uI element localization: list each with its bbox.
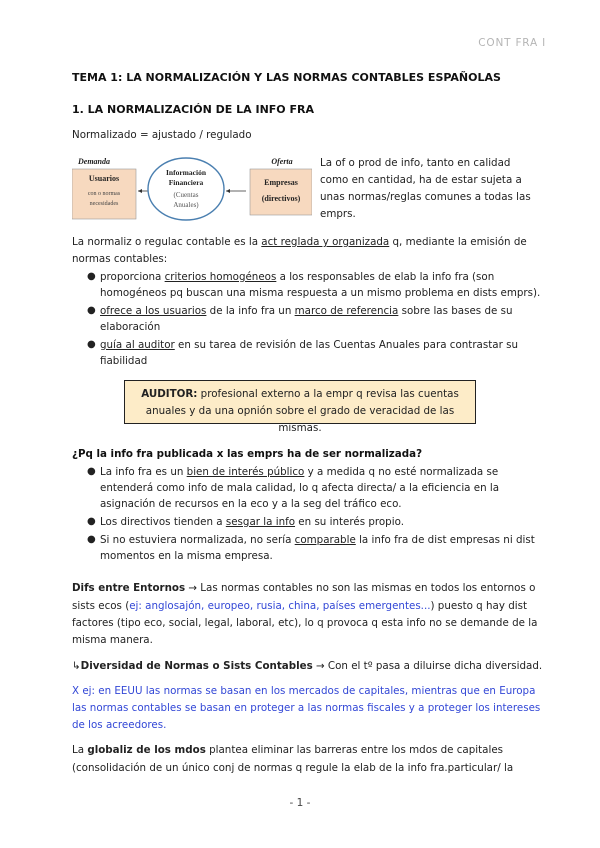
bullet-dot-icon: ● (87, 271, 96, 282)
page-number: - 1 - (289, 797, 311, 809)
header-course-label: CONT FRA I (478, 37, 546, 49)
normaliz-post: q, mediante la emisión de (389, 236, 527, 248)
difs-line1: Difs entre Entornos → Las normas contables no son las mismas en todos los entornos o (72, 582, 536, 594)
auditor-callout (124, 380, 476, 434)
normaliz-line1 (72, 234, 527, 250)
side-paragraph: La of o prod de info, tanto en calidad como en cantidad, ha de estar sujeta a unas normas/reglas comunes a todas las emprs. (320, 157, 531, 220)
diagram-usuarios-sub1: con o normas (87, 191, 121, 197)
bullet-dot-icon: ● (87, 466, 96, 477)
normaliz-line2: normas contables: (72, 253, 168, 265)
bullet-dot-icon: ● (87, 534, 96, 545)
difs-line4: misma manera. (72, 634, 153, 646)
diagram-svg (72, 155, 312, 223)
diagram-info-line1: Información (166, 168, 206, 177)
difs-line3: factores (tipo eco, social, legal, laboral, etc), lo q provoca q esta info no se demande de la (72, 617, 538, 629)
diagram-usuarios-sub2: necesidades (89, 201, 119, 207)
normaliz-underlined: act reglada y organizada (261, 236, 390, 248)
diversidad-bold: Diversidad de Normas o Sists Contables (80, 660, 313, 672)
diversidad-line: ↳Diversidad de Normas o Sists Contables → Con el tº pasa a diluirse dicha diversidad. (72, 660, 543, 672)
supply-demand-diagram (72, 155, 312, 223)
diagram-demanda-label: Demanda (78, 157, 110, 166)
example-line3: de los acreedores. (72, 719, 167, 731)
page-title: TEMA 1: LA NORMALIZACIÓN Y LAS NORMAS CONTABLES ESPAÑOLAS (72, 71, 501, 84)
diagram-info-line2: Financiera (168, 178, 204, 187)
list-item: ● Los directivos tienden a sesgar la info en su interés propio. (87, 516, 404, 528)
list-item: ● La info fra es un bien de interés público y a medida q no esté normalizada se entenderá como info de mala calidad, lo q afecta directa/ a la eficiencia en la asignación de recursos en la eco y a la seg del tráfico eco. (87, 466, 500, 510)
list-item: ● Si no estuviera normalizada, no sería comparable la info fra de dist empresas ni dist momentos en la misma empresa. (87, 534, 535, 562)
normalizado-definition: Normalizado = ajustado / regulado (72, 129, 252, 141)
diagram-oferta-label: Oferta (271, 157, 293, 166)
globaliz-line2: (consolidación de un único conj de normas q regule la elab de la info fra.particular/ la (72, 762, 514, 774)
diagram-directivos-label: (directivos) (261, 194, 301, 203)
bullet-dot-icon: ● (87, 305, 96, 316)
diagram-usuarios-label: Usuarios (88, 174, 120, 183)
bullet-list-2 (72, 464, 542, 566)
difs-example-blue: ej: anglosajón, europeo, rusia, china, países emergentes... (129, 600, 431, 612)
return-arrow-icon: ↳ (72, 660, 81, 672)
difs-bold: Difs entre Entornos (72, 582, 186, 594)
auditor-text: profesional externo a la empr q revisa las cuentas anuales y da una opnión sobre el grado de veracidad de las mismas. (145, 388, 459, 434)
section-heading: 1. LA NORMALIZACIÓN DE LA INFO FRA (72, 103, 314, 116)
empresas-box (250, 169, 312, 215)
list-item: ● ofrece a los usuarios de la info fra un marco de referencia sobre las bases de su elaboración (87, 305, 513, 333)
diagram-empresas-label: Empresas (264, 178, 298, 187)
question-heading: ¿Pq la info fra publicada x las emprs ha de ser normalizada? (72, 448, 423, 460)
normaliz-pre: La normaliz o regulac contable es la (72, 236, 262, 248)
list-item: ● proporciona criterios homogéneos a los responsables de elab la info fra (son homogéneos pq buscan una misma respuesta a un mismo problema en dists emprs). (87, 271, 541, 299)
diagram-info-line4: Anuales) (173, 201, 199, 209)
example-line2: las normas contables se basan en proteger a las normas fiscales y a proteger los intereses (72, 702, 541, 714)
bullet-dot-icon: ● (87, 516, 96, 527)
bullet-list-1 (72, 269, 542, 371)
auditor-label: AUDITOR: (141, 388, 198, 400)
difs-line2: sists ecos (ej: anglosajón, europeo, rusia, china, países emergentes...) puesto q hay dist (72, 600, 527, 612)
diagram-info-line3: (Cuentas (173, 191, 199, 199)
list-item: ● guía al auditor en su tarea de revisión de las Cuentas Anuales para contrastar su fiabilidad (87, 339, 518, 367)
bullet-dot-icon: ● (87, 339, 96, 350)
globaliz-bold: globaliz de los mdos (87, 744, 206, 756)
globaliz-line1: La globaliz de los mdos plantea eliminar las barreras entre los mdos de capitales (72, 744, 504, 756)
example-line1: X ej: en EEUU las normas se basan en los mercados de capitales, mientras que en Europa (72, 685, 536, 697)
